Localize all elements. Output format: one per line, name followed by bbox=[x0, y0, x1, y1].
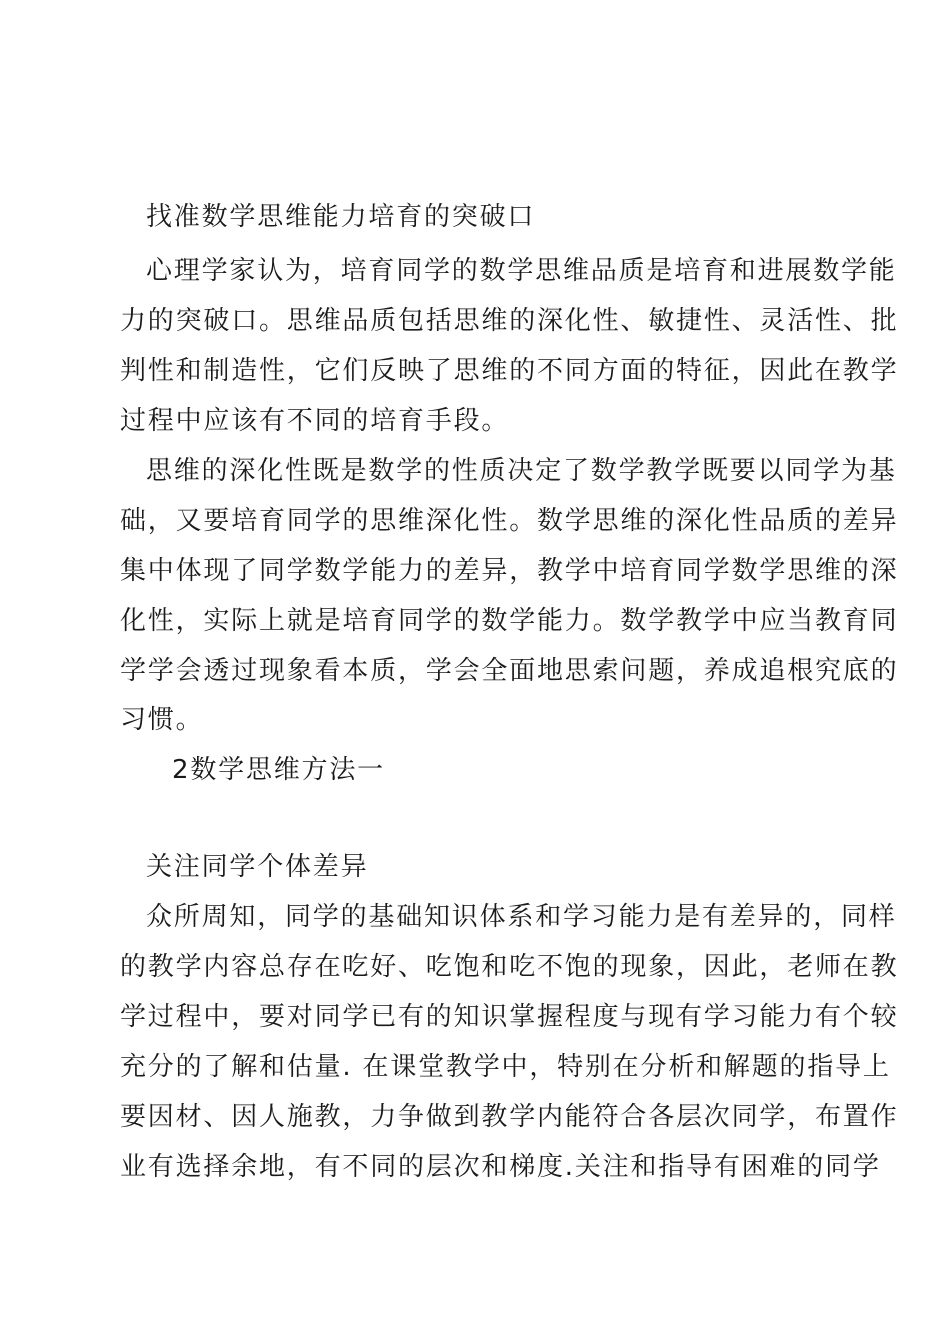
paragraph-line: 习惯。 bbox=[120, 705, 204, 735]
paragraph-line: 过程中应该有不同的培育手段。 bbox=[120, 406, 510, 436]
paragraph-line: 的教学内容总存在吃好、吃饱和吃不饱的现象，因此，老师在教 bbox=[120, 952, 899, 982]
paragraph-line: 充分的了解和估量. 在课堂教学中，特别在分析和解题的指导上 bbox=[120, 1052, 891, 1082]
paragraph-line: 业有选择余地，有不同的层次和梯度.关注和指导有困难的同学 bbox=[120, 1152, 881, 1182]
paragraph-line: 集中体现了同学数学能力的差异，教学中培育同学数学思维的深 bbox=[120, 556, 899, 586]
paragraph-line: 判性和制造性，它们反映了思维的不同方面的特征，因此在教学 bbox=[120, 356, 899, 386]
paragraph-line: 众所周知，同学的基础知识体系和学习能力是有差异的，同样 bbox=[146, 902, 897, 932]
paragraph-line: 学过程中，要对同学已有的知识掌握程度与现有学习能力有个较 bbox=[120, 1002, 899, 1032]
section-title: 2数学思维方法一 bbox=[172, 755, 385, 785]
paragraph-line: 心理学家认为，培育同学的数学思维品质是培育和进展数学能 bbox=[146, 256, 897, 286]
paragraph-line: 化性，实际上就是培育同学的数学能力。数学教学中应当教育同 bbox=[120, 606, 899, 636]
paragraph-line: 学学会透过现象看本质，学会全面地思索问题，养成追根究底的 bbox=[120, 656, 899, 686]
paragraph-line: 力的突破口。思维品质包括思维的深化性、敏捷性、灵活性、批 bbox=[120, 306, 899, 336]
paragraph-line: 要因材、因人施教，力争做到教学内能符合各层次同学，布置作 bbox=[120, 1102, 899, 1132]
paragraph-line: 思维的深化性既是数学的性质决定了数学教学既要以同学为基 bbox=[146, 456, 897, 486]
paragraph-line: 础，又要培育同学的思维深化性。数学思维的深化性品质的差异 bbox=[120, 506, 899, 536]
heading-thinking-breakthrough: 找准数学思维能力培育的突破口 bbox=[146, 202, 536, 232]
heading-individual-differences: 关注同学个体差异 bbox=[146, 852, 369, 882]
